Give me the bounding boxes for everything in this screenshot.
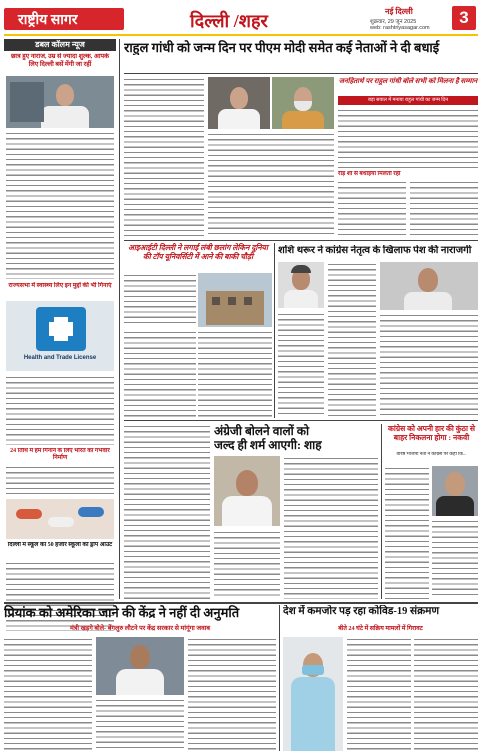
masthead-brand-bar — [4, 8, 124, 30]
priyank-body-1 — [4, 637, 92, 751]
brand-name: राष्ट्रीय सागर — [18, 13, 78, 28]
sidebar-banner-bar — [338, 96, 478, 105]
page-number: 3 — [452, 6, 476, 30]
iit-body-2 — [124, 330, 196, 418]
covid-photo — [283, 637, 343, 751]
divider-right — [381, 424, 382, 599]
covid-subhead: बीते 24 घंटे में सक्रिय मामलों में गिरावट — [338, 625, 423, 632]
iit-building-photo — [198, 273, 272, 327]
naqvi-photo — [432, 466, 478, 516]
health-license-caption: Health and Trade License — [23, 355, 97, 361]
left-body-text-2 — [6, 375, 114, 445]
column-divider-left — [119, 39, 120, 599]
iit-headline: आइआईटी दिल्ली ने लगाई लंबी छलांग लेकिन दुनिया की टॉप यूनिवर्सिटी में आने की बाकी चौड़ी — [128, 243, 268, 261]
tharoor-headline: शशि थरूर ने कांग्रेस नेतृत्व के खिलाफ पेश की नाराजगी — [278, 245, 472, 256]
covid-body-1 — [347, 637, 411, 751]
priyank-headline: प्रियांक को अमेरिका जाने की केंद्र ने नहीं दी अनुमति — [4, 605, 240, 620]
iit-body-1 — [124, 273, 196, 327]
shah-photo — [214, 456, 280, 526]
bottom-section-rule — [4, 602, 478, 604]
middle-bottom-rule — [124, 420, 478, 421]
tharoor-photo-2 — [380, 262, 478, 310]
left-headline: छात्र हुए नाराज, उम्र से ज्यादा शुल्क, आपके लिए दिल्ली बसें मेंगी जा रहीं — [10, 53, 110, 68]
left-third-headline: 24 तिथि में हम गिनाने के लिए भारत का गर्भवार निर्माण — [10, 448, 110, 462]
tharoor-photo — [278, 262, 324, 308]
top-story-headline: राहुल गांधी को जन्म दिन पर पीएम मोदी समेत कई नेताओं ने दी बधाई — [124, 40, 440, 55]
naqvi-subline: वरिष्ठ भाजपा नेता ने कांग्रेस पर कहा कि... — [396, 452, 467, 457]
covid-headline: देश में कमजोर पड़ रहा कोविड-19 संक्रमण — [283, 606, 440, 617]
sidebar-subhead: रोड़ शो से बधाईयां मिलती रहीं — [338, 171, 401, 177]
edition-title: दिल्ली /शहर — [190, 11, 268, 31]
masthead-city: नई दिल्ली — [385, 7, 413, 16]
priyank-subhead-bar — [4, 624, 276, 634]
top-story-body-1 — [124, 77, 204, 237]
shah-headline-1: अंग्रेजी बोलने वालों को — [214, 424, 310, 438]
sidebar-body-1 — [338, 108, 478, 168]
priyank-body-2 — [96, 698, 184, 751]
masthead — [0, 0, 482, 38]
section-title-bar — [4, 39, 116, 51]
masthead-rule — [4, 34, 478, 36]
pills-image — [6, 499, 114, 539]
sidebar-body-3 — [410, 180, 478, 237]
sidebar-headline: जनहितार्थ पर राहुल गांधी बोले सभी को मिलना है सम्मान — [338, 77, 478, 85]
naqvi-body-2 — [432, 519, 478, 599]
masthead-date: शुक्रवार, 29 जून 2025 — [370, 19, 417, 25]
modi-photo — [272, 77, 334, 129]
left-second-headline: दिल्ली में स्कूल का 50 हजार स्कूलों को ड्रॉप आउट — [7, 542, 113, 548]
sidebar-banner: बड़ा सवाल में मनाया राहुल गांधी का जन्म दिन — [368, 98, 448, 103]
shah-body-1 — [124, 424, 210, 599]
priyank-body-3 — [188, 637, 276, 751]
bottom-divider — [279, 605, 280, 751]
sidebar-body-2 — [338, 180, 406, 237]
section-title: डबल कॉलम न्यूज — [35, 40, 85, 49]
priyank-photo — [96, 637, 184, 695]
tharoor-body-1 — [328, 262, 376, 418]
naqvi-body-1 — [385, 466, 429, 599]
health-license-image — [6, 301, 114, 371]
divider-middle — [274, 243, 275, 418]
left-photo — [6, 76, 114, 128]
rahul-gandhi-photo — [208, 77, 270, 129]
shah-body-2 — [214, 530, 280, 599]
priyank-subhead: मंत्री खड़गे बोले- बेंगलुरु लौटने पर केंद्र सरकार से मांगूंगा जवाब — [69, 625, 211, 632]
left-body-text-3 — [6, 465, 114, 495]
tharoor-body-2 — [278, 312, 324, 418]
top-story-body-2 — [208, 132, 334, 237]
top-story-rule — [124, 73, 478, 74]
covid-body-2 — [414, 637, 478, 751]
tharoor-body-3 — [380, 313, 478, 418]
top-story-bottom-rule — [124, 240, 478, 241]
shah-headline-2: जल्द ही शर्म आएगी: शाह — [214, 438, 322, 452]
naqvi-headline: कांग्रेस को अपनी हार की कुंठा से बाहर निकलना होगा : नकवी — [388, 424, 475, 442]
iit-body-3 — [198, 330, 272, 418]
shah-body-3 — [284, 456, 378, 599]
masthead-website: web: rashtriyasagar.com — [370, 25, 430, 31]
left-sub-headline: राज्यसभा में स्वास्थ्य लिए इन मुद्दों की भी गिनाएं — [8, 282, 112, 289]
left-body-text-1 — [6, 131, 114, 279]
